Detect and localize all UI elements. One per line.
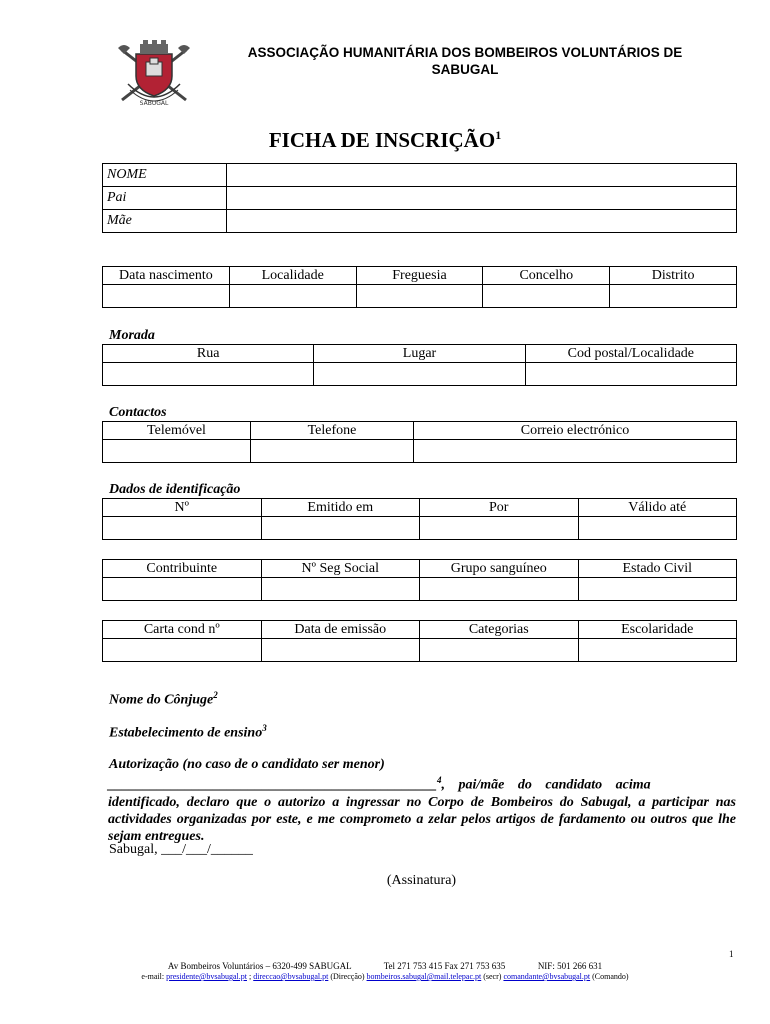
valid-until-field[interactable] <box>578 517 737 540</box>
footer-email-sep: (Comando) <box>590 972 629 981</box>
authorization-line1-rest: , pai/mãe do candidato acima <box>441 777 651 793</box>
names-table <box>102 163 737 233</box>
organization-name-line2: SABUGAL <box>431 62 499 77</box>
footer-nif: NIF: 501 266 631 <box>537 961 603 971</box>
email-field[interactable] <box>414 440 737 463</box>
footnote-ref-4: 4 <box>437 775 442 785</box>
footnote-ref-2: 2 <box>213 690 218 700</box>
logo-text: SABUGAL <box>139 100 169 107</box>
locality-header: Localidade <box>229 267 356 285</box>
taxpayer-header: Contribuinte <box>103 560 262 578</box>
marital-status-header: Estado Civil <box>578 560 737 578</box>
fiscal-table <box>102 559 737 601</box>
street-header: Rua <box>103 345 314 363</box>
place-field[interactable] <box>314 363 525 386</box>
id-number-field[interactable] <box>103 517 262 540</box>
issue-date-field[interactable] <box>261 639 420 662</box>
birth-table <box>102 266 737 308</box>
identificacao-label: Dados de identificação <box>109 482 241 497</box>
id-number-header: Nº <box>103 499 262 517</box>
identification-table <box>102 498 737 540</box>
footer-email-sep: (secr) <box>481 972 504 981</box>
social-security-field[interactable] <box>261 578 420 601</box>
education-field[interactable] <box>578 639 737 662</box>
footnote-ref-1: 1 <box>495 128 502 142</box>
locality-field[interactable] <box>229 285 356 308</box>
blood-group-field[interactable] <box>420 578 579 601</box>
footer-email-line <box>0 972 770 981</box>
parish-header: Freguesia <box>356 267 483 285</box>
commander-email-link[interactable]: comandante@bvsabugal.pt <box>503 972 591 981</box>
education-header: Escolaridade <box>578 621 737 639</box>
organization-name-line1: ASSOCIAÇÃO HUMANITÁRIA DOS BOMBEIROS VOLUNTÁRIOS DE <box>247 45 683 60</box>
authorization-heading: Autorização (no caso de o candidato ser menor) <box>109 757 385 772</box>
authorization-body: identificado, declaro que o autorizo a ingressar no Corpo de Bombeiros do Sabugal, a participar nas actividades organizadas por este, e me comprometo a zelar pelos artigos de fardamento ou outros que lhe sejam entregues. <box>108 794 736 844</box>
footer-email-prefix: e-mail: <box>141 972 167 981</box>
license-number-field[interactable] <box>103 639 262 662</box>
page-title-text: FICHA DE INSCRIÇÃO <box>268 128 496 152</box>
secretary-email-link[interactable]: bombeiros.sabugal@mail.telepac.pt <box>366 972 482 981</box>
municipality-field[interactable] <box>483 285 610 308</box>
footer-email-sep: ; <box>246 972 254 981</box>
spouse-name-text: Nome do Cônjuge <box>109 692 214 708</box>
mobile-field[interactable] <box>103 440 251 463</box>
address-table <box>102 344 737 386</box>
mobile-header: Telemóvel <box>103 422 251 440</box>
marital-status-field[interactable] <box>578 578 737 601</box>
valid-until-header: Válido até <box>578 499 737 517</box>
issued-on-header: Emitido em <box>261 499 420 517</box>
direction-email-link[interactable]: direccao@bvsabugal.pt <box>253 972 329 981</box>
page-number: 1 <box>729 949 734 959</box>
contactos-label: Contactos <box>109 405 167 420</box>
spouse-name-label <box>109 690 218 709</box>
license-number-header: Carta cond nº <box>103 621 262 639</box>
authorization-paragraph <box>108 772 736 845</box>
social-security-header: Nº Seg Social <box>261 560 420 578</box>
school-text: Estabelecimento de ensino <box>109 725 263 741</box>
postal-code-field[interactable] <box>525 363 736 386</box>
signature-label: (Assinatura) <box>386 873 457 888</box>
categories-field[interactable] <box>420 639 579 662</box>
contacts-table <box>102 421 737 463</box>
footnote-ref-3: 3 <box>262 723 267 733</box>
place-header: Lugar <box>314 345 525 363</box>
parish-field[interactable] <box>356 285 483 308</box>
page-title <box>0 128 770 153</box>
email-header: Correio electrónico <box>414 422 737 440</box>
issue-date-header: Data de emissão <box>261 621 420 639</box>
nome-label: NOME <box>103 164 227 187</box>
guardian-name-blank[interactable]: _______________________________________________ <box>108 777 437 793</box>
nome-field[interactable] <box>227 164 737 187</box>
organization-name <box>215 44 715 78</box>
pai-field[interactable] <box>227 187 737 210</box>
school-label <box>109 723 267 742</box>
footer-contact-line <box>0 961 770 971</box>
blood-group-header: Grupo sanguíneo <box>420 560 579 578</box>
municipality-header: Concelho <box>483 267 610 285</box>
birth-date-field[interactable] <box>103 285 230 308</box>
phone-header: Telefone <box>251 422 414 440</box>
place-date: Sabugal, ___/___/______ <box>109 842 253 857</box>
footer-address: Av Bombeiros Voluntários – 6320-499 SABUGAL <box>167 961 352 971</box>
birth-date-header: Data nascimento <box>103 267 230 285</box>
phone-field[interactable] <box>251 440 414 463</box>
categories-header: Categorias <box>420 621 579 639</box>
street-field[interactable] <box>103 363 314 386</box>
fire-brigade-crest-icon <box>116 40 192 110</box>
mae-field[interactable] <box>227 210 737 233</box>
district-header: Distrito <box>610 267 737 285</box>
president-email-link[interactable]: presidente@bvsabugal.pt <box>166 972 247 981</box>
district-field[interactable] <box>610 285 737 308</box>
footer-phones: Tel 271 753 415 Fax 271 753 635 <box>383 961 506 971</box>
issued-on-field[interactable] <box>261 517 420 540</box>
mae-label: Mãe <box>103 210 227 233</box>
license-table <box>102 620 737 662</box>
issued-by-header: Por <box>420 499 579 517</box>
morada-label: Morada <box>109 328 155 343</box>
postal-code-header: Cod postal/Localidade <box>525 345 736 363</box>
taxpayer-field[interactable] <box>103 578 262 601</box>
issued-by-field[interactable] <box>420 517 579 540</box>
pai-label: Pai <box>103 187 227 210</box>
footer-email-sep: (Direcção) <box>328 972 367 981</box>
